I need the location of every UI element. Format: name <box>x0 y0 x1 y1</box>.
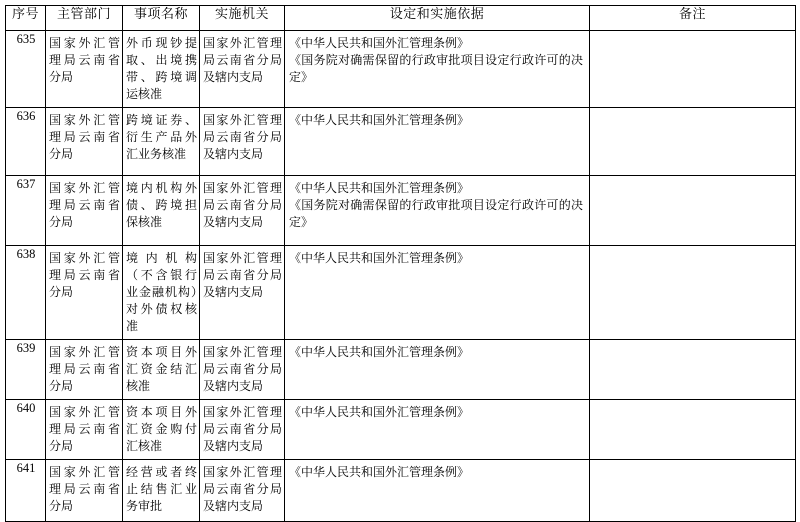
cell-basis <box>285 340 590 400</box>
table-header <box>6 6 796 31</box>
seq-text: 636 <box>16 109 36 123</box>
org-text: 国家外汇管理局云南省分局及辖内支局 <box>203 405 282 453</box>
column-header-remark: 备注 <box>590 6 796 31</box>
dept-text: 国家外汇管理局云南省分局 <box>49 36 120 84</box>
column-header-seq: 序号 <box>6 6 46 31</box>
cell-dept <box>46 246 123 340</box>
remark-text <box>590 108 795 118</box>
cell-item <box>123 31 200 108</box>
remark-text <box>590 460 795 470</box>
basis-text: 《中华人民共和国外汇管理条例》 <box>289 465 470 479</box>
basis-list <box>285 400 589 425</box>
dept-text: 国家外汇管理局云南省分局 <box>49 181 120 229</box>
column-header-basis: 设定和实施依据 <box>285 6 590 31</box>
cell-remark <box>590 246 796 340</box>
cell-seq <box>6 400 46 460</box>
item-text: 资本项目外汇资金购付汇核准 <box>126 405 197 453</box>
cell-dept <box>46 176 123 246</box>
basis-text: 《中华人民共和国外汇管理条例》 <box>289 251 470 265</box>
basis-text: 《中华人民共和国外汇管理条例》 <box>289 181 470 195</box>
org-text: 国家外汇管理局云南省分局及辖内支局 <box>203 181 282 229</box>
cell-basis <box>285 108 590 176</box>
cell-basis <box>285 31 590 108</box>
remark-text <box>590 176 795 186</box>
table-row <box>6 400 796 460</box>
item-text: 经营或者终止结售汇业务审批 <box>126 465 197 513</box>
remark-text <box>590 31 795 41</box>
cell-remark <box>590 460 796 522</box>
cell-remark <box>590 108 796 176</box>
cell-dept <box>46 460 123 522</box>
cell-item <box>123 176 200 246</box>
basis-list <box>285 108 589 133</box>
basis-list <box>285 31 589 90</box>
org-text: 国家外汇管理局云南省分局及辖内支局 <box>203 251 282 299</box>
column-header-item: 事项名称 <box>123 6 200 31</box>
cell-item <box>123 400 200 460</box>
column-header-dept: 主管部门 <box>46 6 123 31</box>
table-row <box>6 31 796 108</box>
cell-org <box>200 176 285 246</box>
seq-text: 637 <box>16 177 36 191</box>
cell-remark <box>590 31 796 108</box>
dept-text: 国家外汇管理局云南省分局 <box>49 465 120 513</box>
seq-text: 641 <box>16 461 36 475</box>
cell-seq <box>6 176 46 246</box>
basis-list <box>285 460 589 485</box>
basis-text: 《中华人民共和国外汇管理条例》 <box>289 405 470 419</box>
seq-text: 638 <box>16 247 36 261</box>
basis-list <box>285 340 589 365</box>
cell-remark <box>590 400 796 460</box>
cell-item <box>123 460 200 522</box>
cell-dept <box>46 108 123 176</box>
administrative-license-table <box>5 5 796 522</box>
cell-basis <box>285 400 590 460</box>
seq-text: 635 <box>16 32 36 46</box>
table-row <box>6 108 796 176</box>
cell-org <box>200 108 285 176</box>
cell-seq <box>6 460 46 522</box>
cell-org <box>200 246 285 340</box>
cell-remark <box>590 340 796 400</box>
org-text: 国家外汇管理局云南省分局及辖内支局 <box>203 36 282 84</box>
item-text: 外币现钞提取、出境携带、跨境调运核准 <box>126 36 197 101</box>
seq-text: 640 <box>16 401 36 415</box>
dept-text: 国家外汇管理局云南省分局 <box>49 113 120 161</box>
cell-basis <box>285 246 590 340</box>
remark-text <box>590 400 795 410</box>
cell-item <box>123 340 200 400</box>
item-text: 境内机构（不含银行业金融机构）对外债权核准 <box>126 251 197 333</box>
item-text: 跨境证券、衍生产品外汇业务核准 <box>126 113 197 161</box>
cell-item <box>123 246 200 340</box>
cell-org <box>200 31 285 108</box>
cell-basis <box>285 460 590 522</box>
table-row <box>6 460 796 522</box>
basis-text: 《中华人民共和国外汇管理条例》 <box>289 36 470 50</box>
basis-list <box>285 246 589 271</box>
table-header-row <box>6 6 796 31</box>
table-row <box>6 176 796 246</box>
table-body <box>6 31 796 522</box>
dept-text: 国家外汇管理局云南省分局 <box>49 405 120 453</box>
cell-org <box>200 460 285 522</box>
cell-seq <box>6 108 46 176</box>
cell-basis <box>285 176 590 246</box>
cell-item <box>123 108 200 176</box>
basis-text: 《国务院对确需保留的行政审批项目设定行政许可的决定》 <box>289 53 583 84</box>
table-row <box>6 246 796 340</box>
table-row <box>6 340 796 400</box>
basis-list <box>285 176 589 235</box>
remark-text <box>590 340 795 350</box>
dept-text: 国家外汇管理局云南省分局 <box>49 251 120 299</box>
cell-org <box>200 340 285 400</box>
cell-seq <box>6 340 46 400</box>
cell-remark <box>590 176 796 246</box>
org-text: 国家外汇管理局云南省分局及辖内支局 <box>203 345 282 393</box>
basis-text: 《中华人民共和国外汇管理条例》 <box>289 345 470 359</box>
cell-org <box>200 400 285 460</box>
item-text: 境内机构外债、跨境担保核准 <box>126 181 197 229</box>
cell-seq <box>6 246 46 340</box>
org-text: 国家外汇管理局云南省分局及辖内支局 <box>203 465 282 513</box>
basis-text: 《国务院对确需保留的行政审批项目设定行政许可的决定》 <box>289 198 583 229</box>
seq-text: 639 <box>16 341 36 355</box>
column-header-org: 实施机关 <box>200 6 285 31</box>
org-text: 国家外汇管理局云南省分局及辖内支局 <box>203 113 282 161</box>
item-text: 资本项目外汇资金结汇核准 <box>126 345 197 393</box>
remark-text <box>590 246 795 256</box>
cell-dept <box>46 31 123 108</box>
dept-text: 国家外汇管理局云南省分局 <box>49 345 120 393</box>
cell-dept <box>46 400 123 460</box>
cell-dept <box>46 340 123 400</box>
cell-seq <box>6 31 46 108</box>
basis-text: 《中华人民共和国外汇管理条例》 <box>289 113 470 127</box>
